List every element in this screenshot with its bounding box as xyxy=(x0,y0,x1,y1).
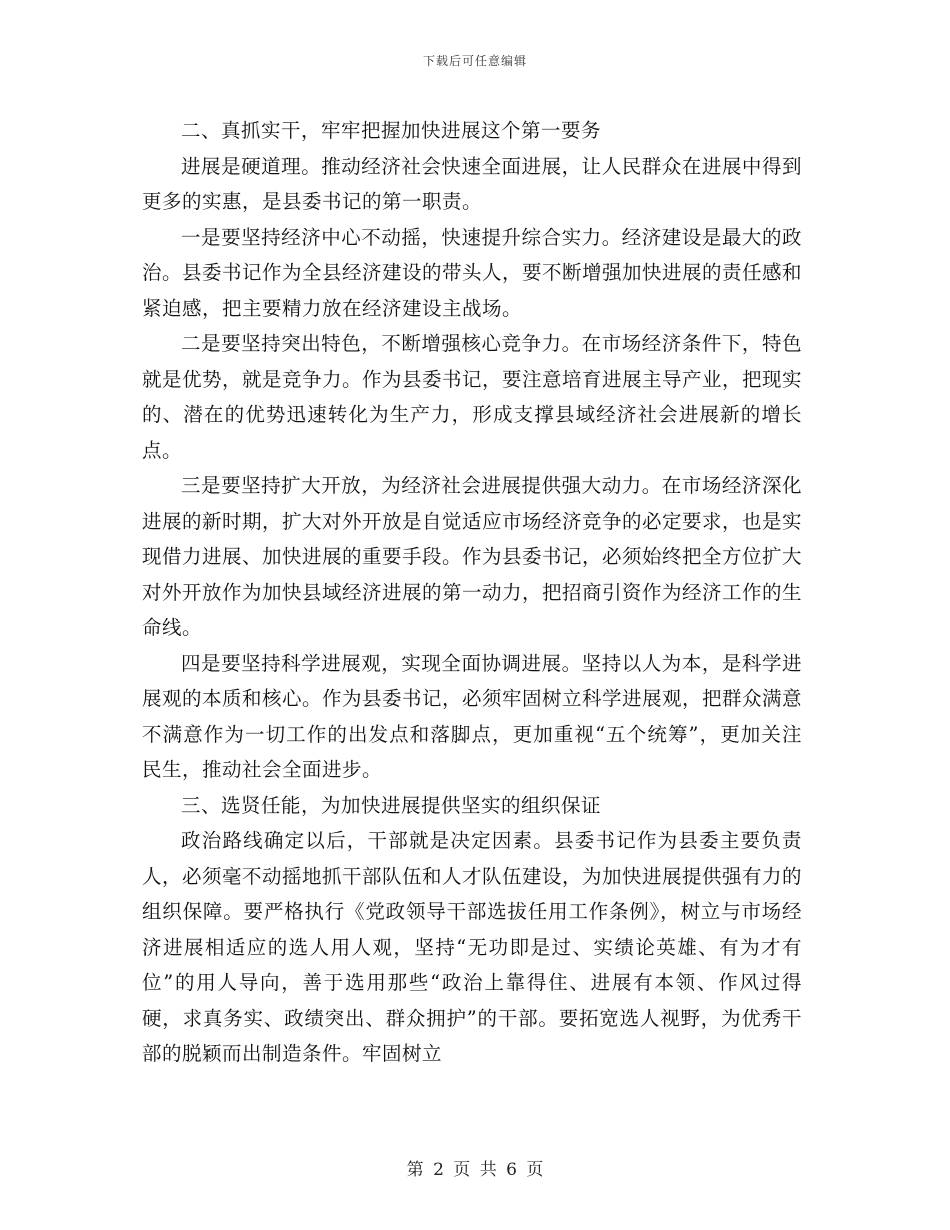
page-header: 下载后可任意编辑 xyxy=(422,54,527,68)
paragraph: 一是要坚持经济中心不动摇，快速提升综合实力。经济建设是最大的政治。县委书记作为全县经济建设的带头人，要不断增强加快进展的责任感和紧迫感，把主要精力放在经济建设主战场。 xyxy=(142,225,803,320)
paragraph: 四是要坚持科学进展观，实现全面协调进展。坚持以人为本，是科学进展观的本质和核心。作为县委书记，必须牢固树立科学进展观，把群众满意不满意作为一切工作的出发点和落脚点，更加重视“五个统筹”，更加关注民生，推动社会全面进步。 xyxy=(142,651,803,781)
section-heading-3: 三、选贤任能，为加快进展提供坚实的组织保证 xyxy=(181,793,602,817)
paragraph: 政治路线确定以后，干部就是决定因素。县委书记作为县委主要负责人，必须毫不动摇地抓干部队伍和人才队伍建设，为加快进展提供强有力的组织保障。要严格执行《党政领导干部选拔任用工作条例》，树立与市场经济进展相适应的选人用人观，坚持“无功即是过、实绩论英雄、有为才有位”的用人导向，善于选用那些“政治上靠得住、进展有本领、作风过得硬，求真务实、政绩突出、群众拥护”的干部。要拓宽选人视野，为优秀干部的脱颖而出制造条件。牢固树立 xyxy=(142,829,803,1065)
paragraph: 二是要坚持突出特色，不断增强核心竞争力。在市场经济条件下，特色就是优势，就是竞争力。作为县委书记，要注意培育进展主导产业，把现实的、潜在的优势迅速转化为生产力，形成支撑县域经济社会进展新的增长点。 xyxy=(142,332,803,462)
page-number: 第 2 页 共 6 页 xyxy=(406,1160,544,1180)
paragraph: 进展是硬道理。推动经济社会快速全面进展，让人民群众在进展中得到更多的实惠，是县委书记的第一职责。 xyxy=(142,154,802,213)
paragraph: 三是要坚持扩大开放，为经济社会进展提供强大动力。在市场经济深化进展的新时期，扩大对外开放是自觉适应市场经济竞争的必定要求，也是实现借力进展、加快进展的重要手段。作为县委书记，必须始终把全方位扩大对外开放作为加快县域经济进展的第一动力，把招商引资作为经济工作的生命线。 xyxy=(142,474,803,639)
section-heading-2: 二、真抓实干，牢牢把握加快进展这个第一要务 xyxy=(181,119,602,142)
document-body xyxy=(142,113,802,1072)
